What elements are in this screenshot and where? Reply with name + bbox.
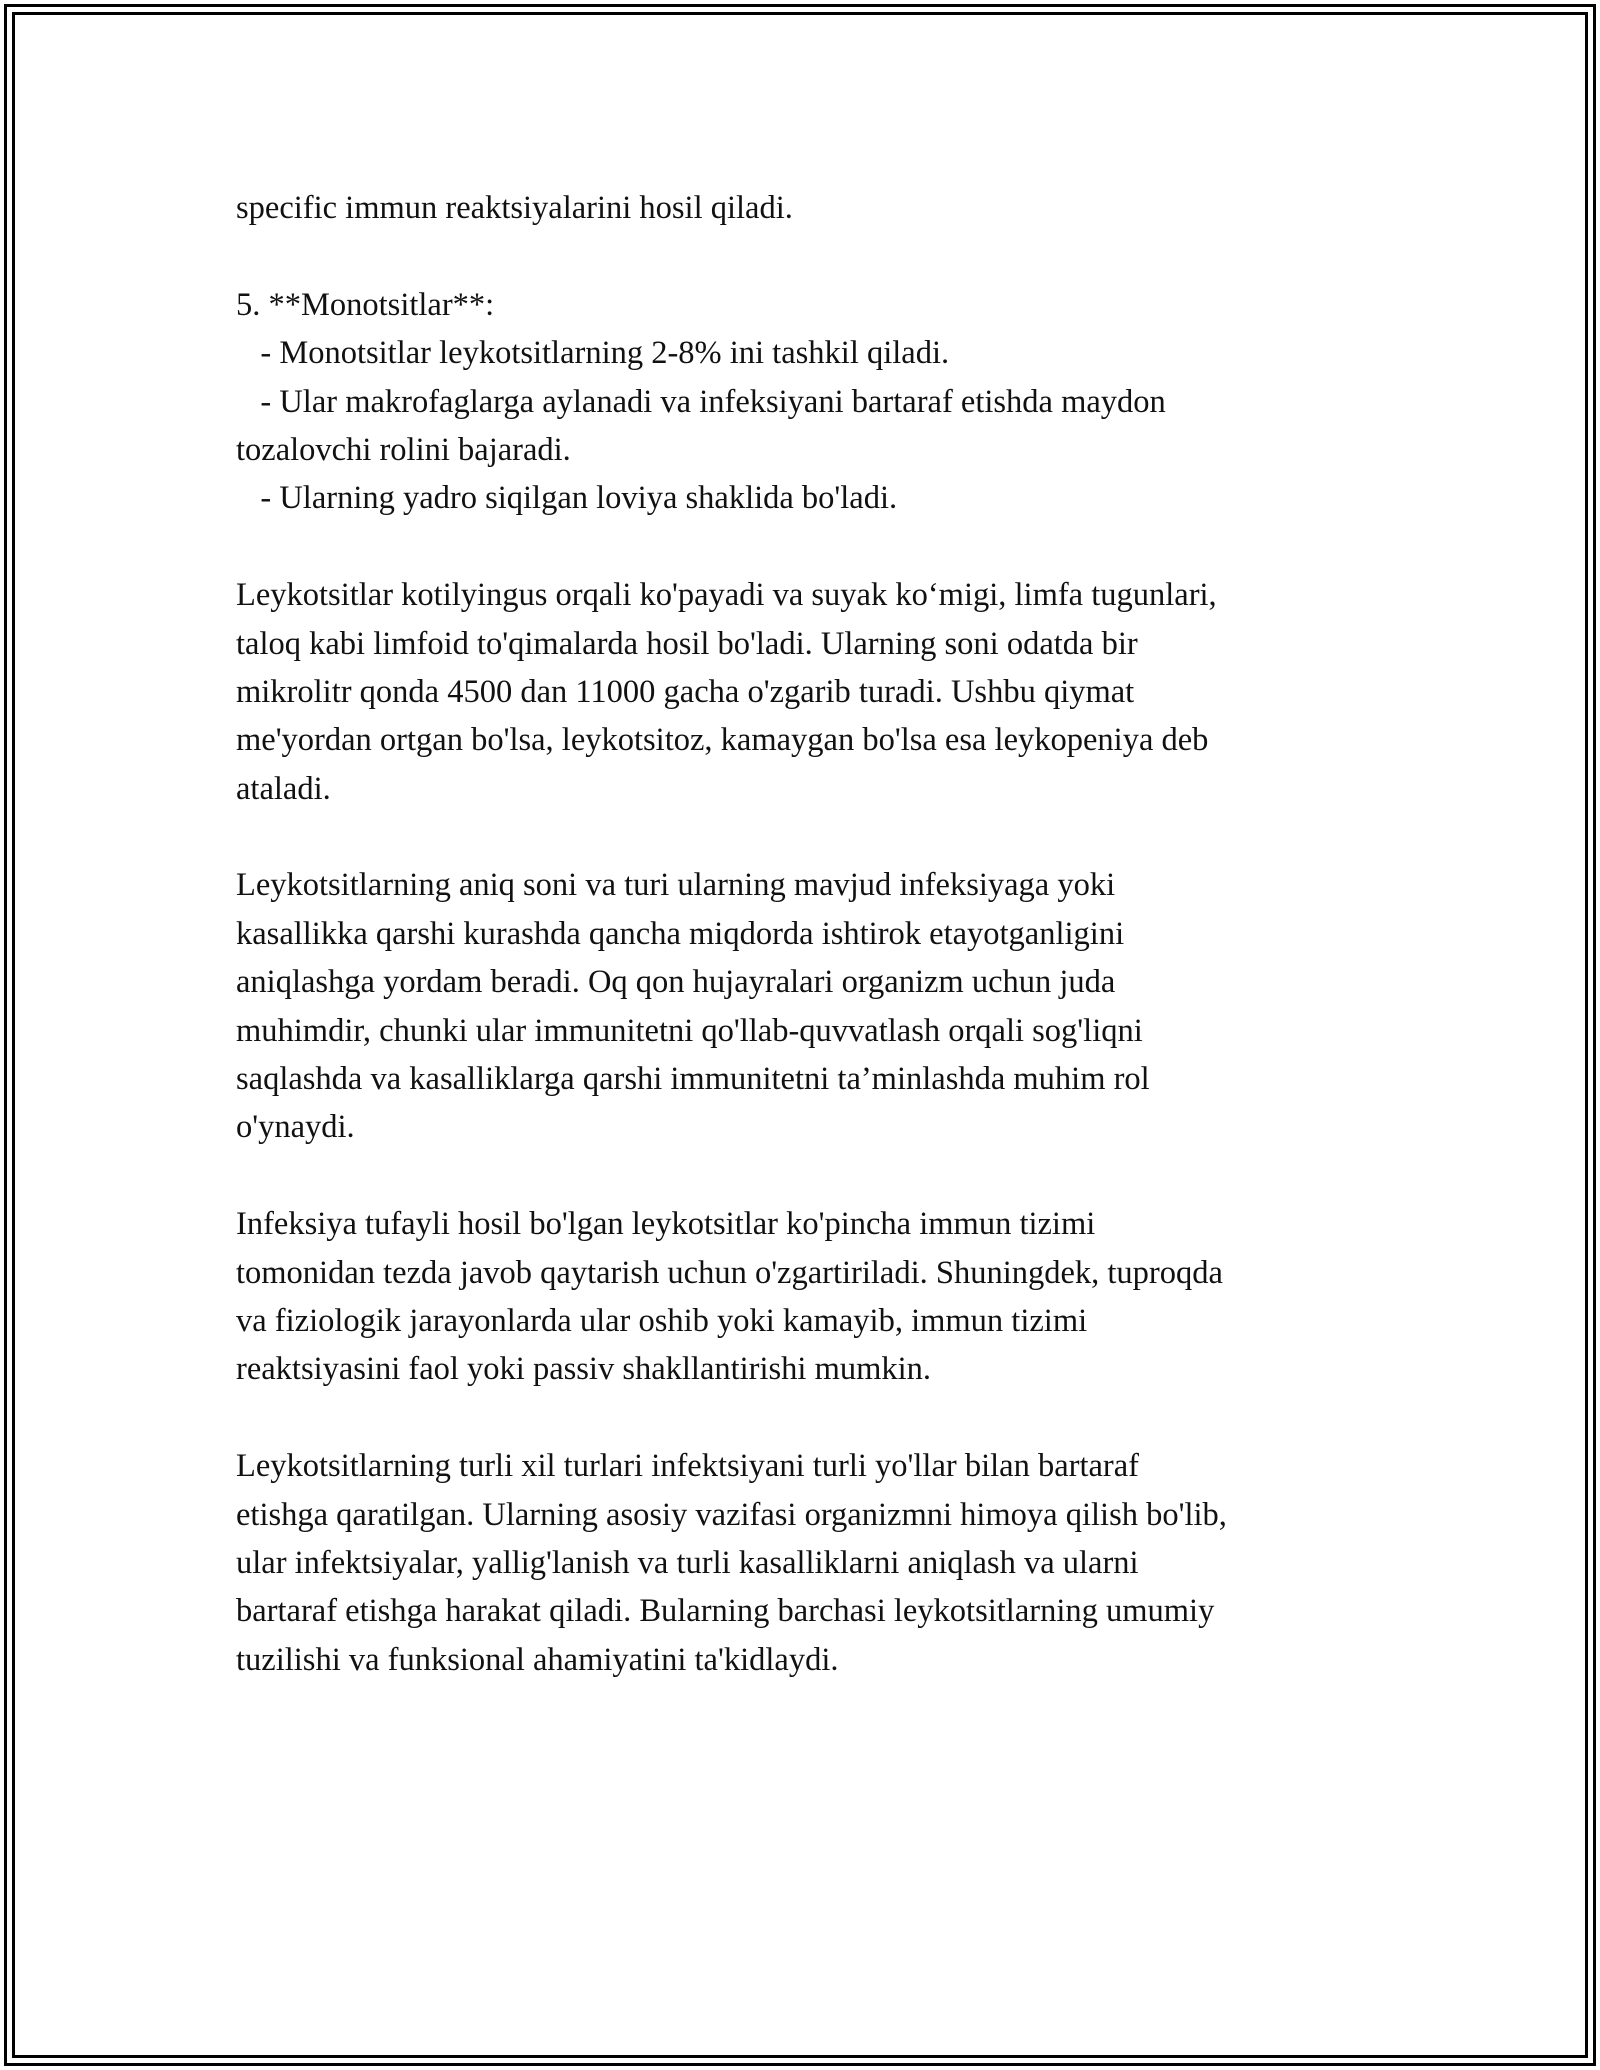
- list-item: - Ular makrofaglarga aylanadi va infeksiyani bartaraf etishda maydon: [236, 383, 1166, 420]
- text-line: aniqlashga yordam beradi. Oq qon hujayralari organizm uchun juda: [236, 964, 1116, 1001]
- paragraph-intro-fragment: [236, 184, 1366, 232]
- list-item-continuation: tozalovchi rolini bajaradi.: [236, 431, 571, 468]
- text-line: Infeksiya tufayli hosil bo'lgan leykotsitlar ko'pincha immun tizimi: [236, 1206, 1096, 1243]
- text-line: Leykotsitlarning turli xil turlari infektsiyani turli yo'llar bilan bartaraf: [236, 1448, 1139, 1485]
- text-line: mikrolitr qonda 4500 dan 11000 gacha o'zgarib turadi. Ushbu qiymat: [236, 673, 1135, 710]
- text-line: Leykotsitlar kotilyingus orqali ko'payadi va suyak ko‘migi, limfa tugunlari,: [236, 577, 1217, 614]
- paragraph-monotsitlar: [236, 281, 1366, 523]
- text-line: va fiziologik jarayonlarda ular oshib yoki kamayib, immun tizimi: [236, 1302, 1088, 1339]
- text-line: tuzilishi va funksional ahamiyatini ta'kidlaydi.: [236, 1641, 839, 1678]
- text-line: kasallikka qarshi kurashda qancha miqdorda ishtirok etayotganligini: [236, 915, 1125, 952]
- list-heading: 5. **Monotsitlar**:: [236, 286, 495, 323]
- list-item: - Ularning yadro siqilgan loviya shaklida bo'ladi.: [236, 480, 898, 517]
- text-line: etishga qaratilgan. Ularning asosiy vazifasi organizmni himoya qilish bo'lib,: [236, 1496, 1227, 1533]
- paragraph-importance: [236, 861, 1366, 1151]
- text-line: me'yordan ortgan bo'lsa, leykotsitoz, kamaygan bo'lsa esa leykopeniya deb: [236, 722, 1209, 759]
- text-line: bartaraf etishga harakat qiladi. Bularning barchasi leykotsitlarning umumiy: [236, 1593, 1215, 1630]
- text-line: reaktsiyasini faol yoki passiv shakllantirishi mumkin.: [236, 1351, 932, 1388]
- text-line: saqlashda va kasalliklarga qarshi immunitetni ta’minlashda muhim rol: [236, 1061, 1150, 1098]
- paragraph-conclusion: [236, 1442, 1366, 1684]
- text-line: muhimdir, chunki ular immunitetni qo'llab-quvvatlash orqali sog'liqni: [236, 1012, 1143, 1049]
- text-line: ular infektsiyalar, yallig'lanish va turli kasalliklarni aniqlash va ularni: [236, 1544, 1139, 1581]
- text-line: o'ynaydi.: [236, 1109, 355, 1146]
- paragraph-infection: [236, 1200, 1366, 1394]
- text-line: taloq kabi limfoid to'qimalarda hosil bo'ladi. Ularning soni odatda bir: [236, 625, 1138, 662]
- text-line: ataladi.: [236, 770, 331, 807]
- list-item: - Monotsitlar leykotsitlarning 2-8% ini tashkil qiladi.: [236, 335, 950, 372]
- text-line: tomonidan tezda javob qaytarish uchun o'zgartiriladi. Shuningdek, tuproqda: [236, 1254, 1223, 1291]
- text-line: Leykotsitlarning aniq soni va turi ularning mavjud infeksiyaga yoki: [236, 867, 1116, 904]
- text-line: specific immun reaktsiyalarini hosil qiladi.: [236, 190, 793, 226]
- paragraph-production: [236, 571, 1366, 813]
- document-body: [236, 184, 1366, 1733]
